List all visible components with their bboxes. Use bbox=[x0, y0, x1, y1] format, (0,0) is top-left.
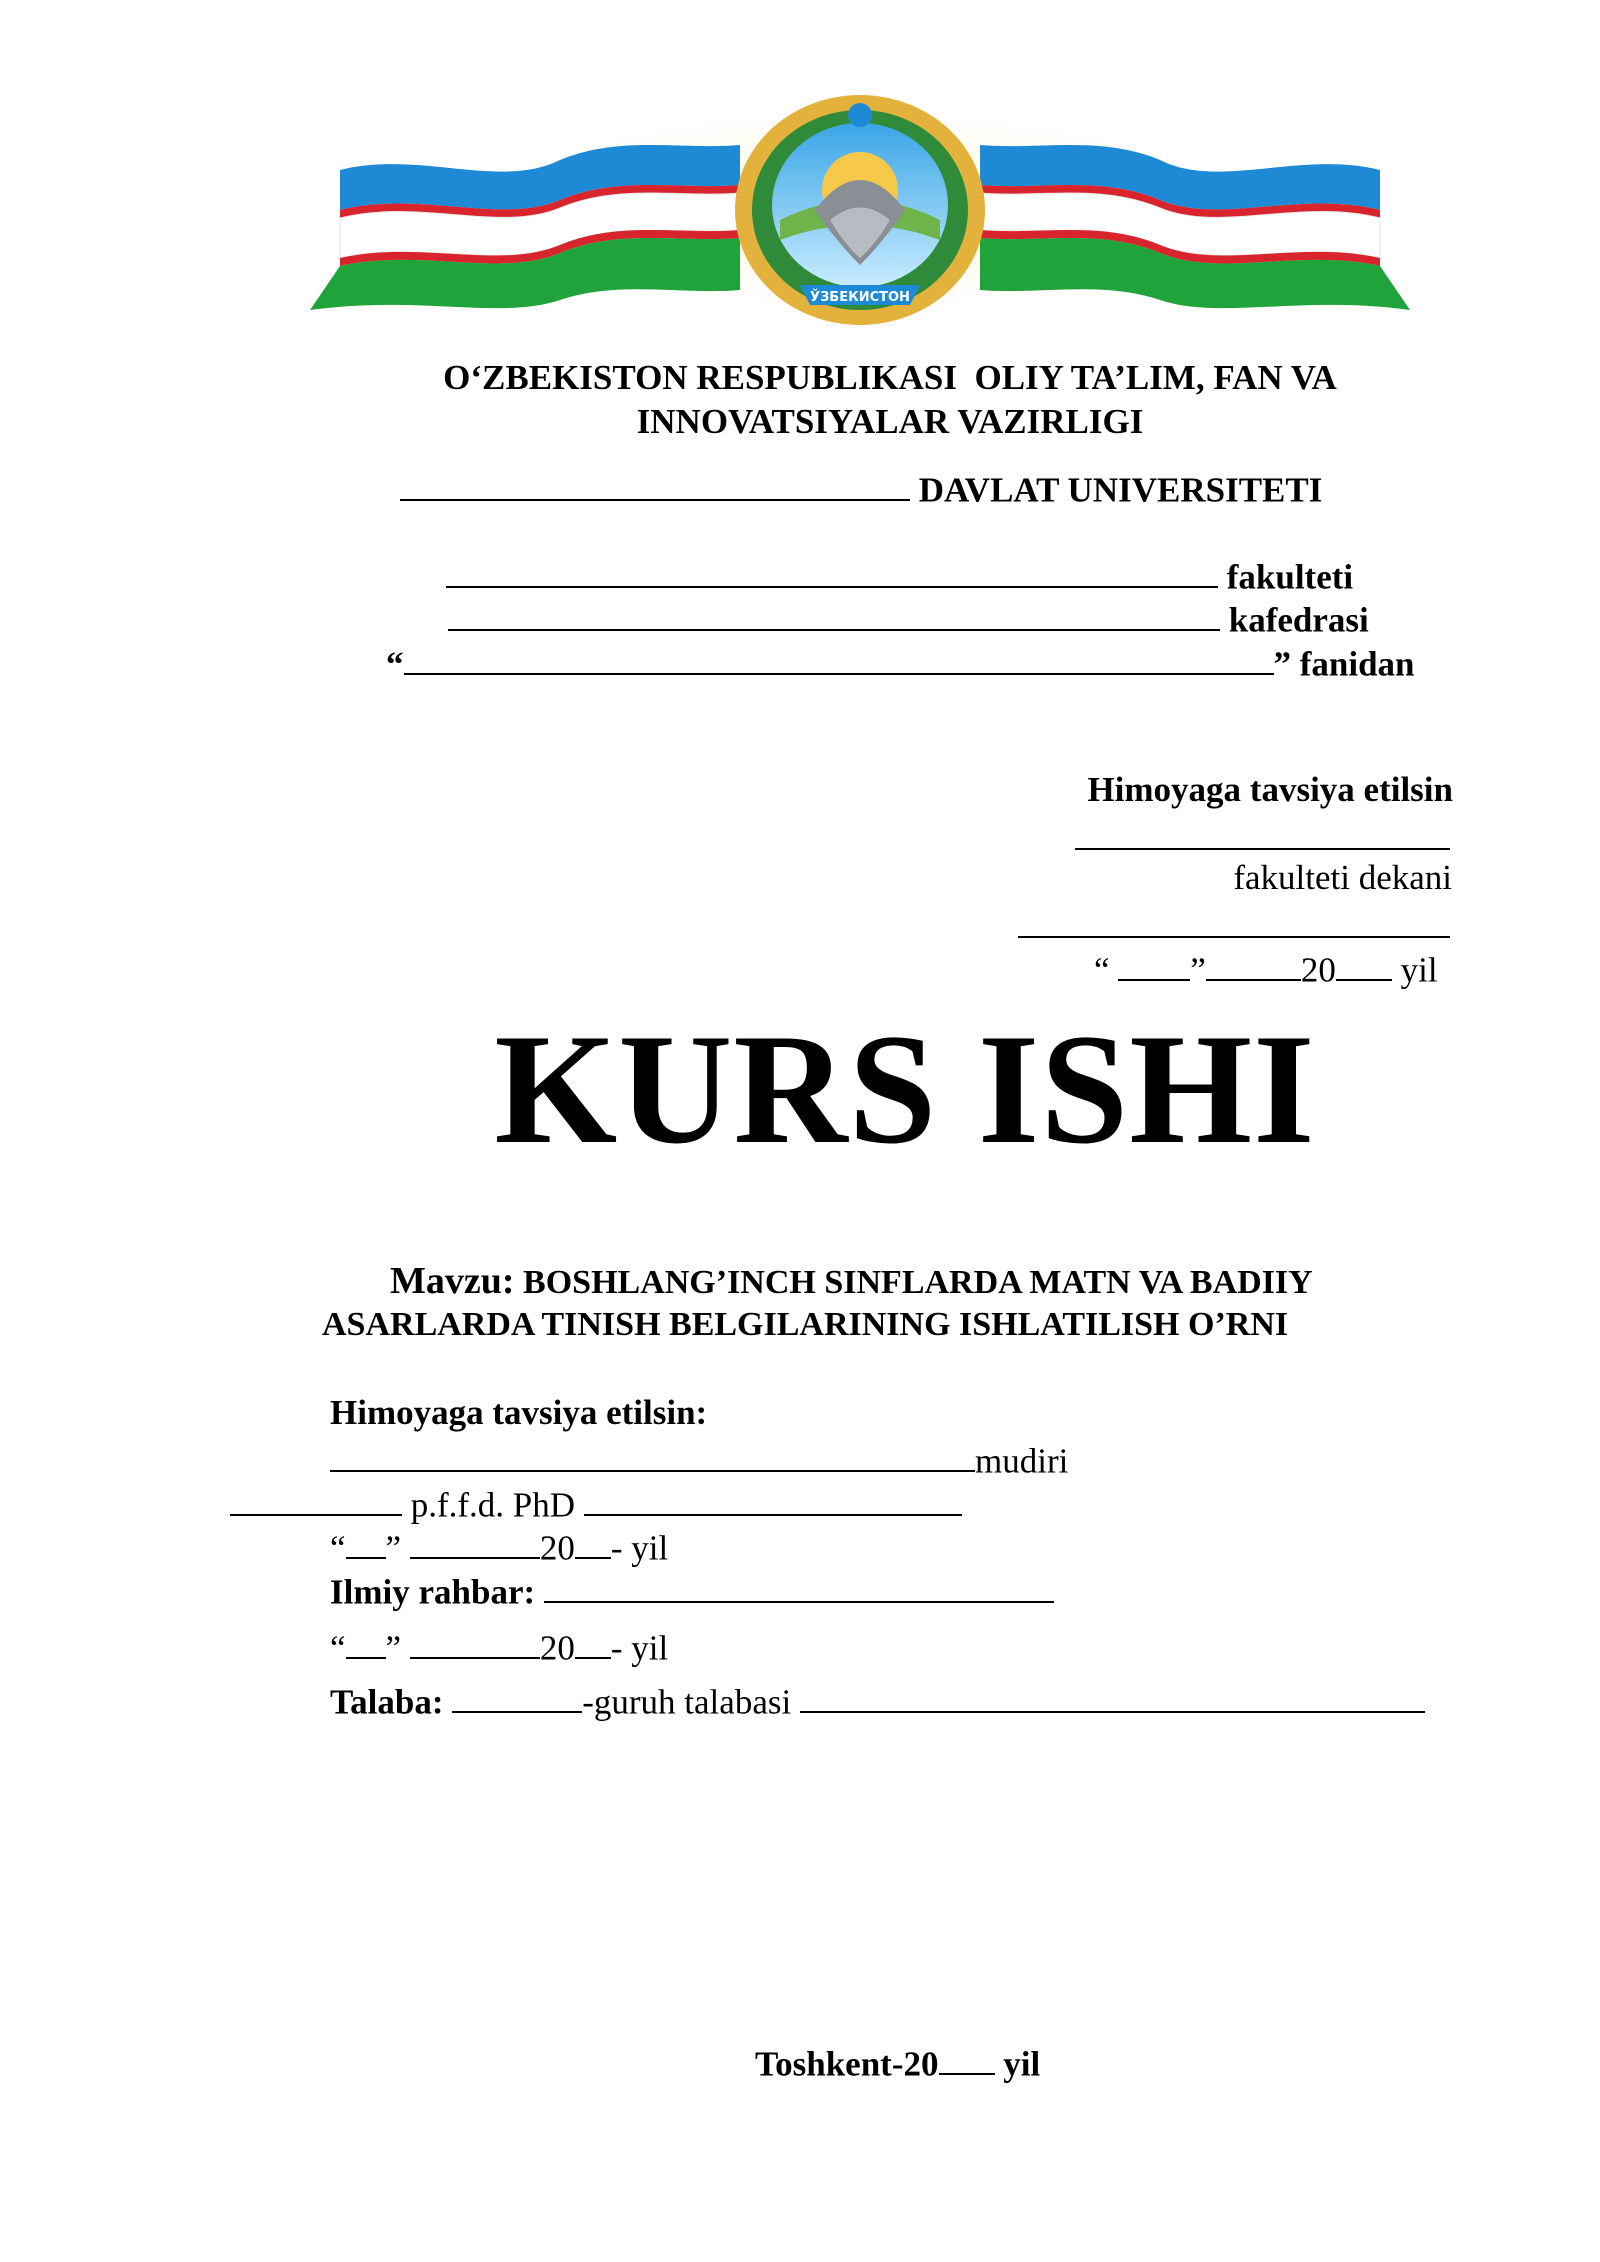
subject-open-quote: “ bbox=[386, 644, 404, 684]
dean-name-line bbox=[1018, 936, 1450, 938]
faculty-line bbox=[446, 553, 1353, 597]
approval-left-date: “ ” 20 - yil bbox=[330, 1524, 668, 1568]
subject-blank bbox=[404, 640, 1274, 675]
head-label: mudiri bbox=[975, 1441, 1069, 1481]
ministry-line-2: INNOVATSIYALAR VAZIRLIGI bbox=[636, 402, 1144, 441]
topic-line-2: ASARLARDA TINISH BELGILARINING ISHLATILISH O’RNI bbox=[322, 1306, 1289, 1343]
head-line bbox=[330, 1437, 1068, 1481]
student-group-label: -guruh talabasi bbox=[582, 1682, 800, 1722]
supervisor-blank bbox=[544, 1568, 1054, 1603]
coat-of-arms-icon bbox=[735, 95, 985, 325]
emblem-ribbon-text: ЎЗБЕКИСТОН bbox=[810, 290, 910, 305]
faculty-blank bbox=[446, 553, 1218, 588]
document-title: KURS ISHI bbox=[494, 1002, 1316, 1177]
university-suffix: DAVLAT UNIVERSITETI bbox=[910, 470, 1323, 510]
topic-text-1: BOSHLANG’INCH SINFLARDA MATN VA BADIIY bbox=[514, 1264, 1313, 1301]
degree-label: p.f.f.d. PhD bbox=[402, 1485, 584, 1525]
department-blank bbox=[448, 596, 1220, 631]
dean-label: fakulteti dekani bbox=[1233, 858, 1452, 897]
supervisor-date: “ ” 20 - yil bbox=[330, 1624, 668, 1668]
approval-right-signature-line bbox=[1075, 848, 1450, 850]
approval-right-heading: Himoyaga tavsiya etilsin bbox=[1087, 770, 1453, 809]
department-suffix: kafedrasi bbox=[1220, 600, 1369, 640]
supervisor-line bbox=[330, 1568, 1054, 1612]
student-name-blank bbox=[800, 1678, 1425, 1713]
subject-suffix: ” fanidan bbox=[1273, 644, 1415, 684]
student-label: Talaba: bbox=[330, 1682, 444, 1722]
ministry-line-1: O‘ZBEKISTON RESPUBLIKASI OLIY TA’LIM, FAN VA bbox=[443, 358, 1337, 397]
student-line bbox=[330, 1678, 1425, 1722]
topic-line-1 bbox=[390, 1259, 1313, 1303]
approval-left-heading: Himoyaga tavsiya etilsin: bbox=[330, 1393, 708, 1432]
faculty-suffix: fakulteti bbox=[1218, 557, 1354, 597]
emblem-banner bbox=[300, 90, 1420, 330]
footer-city-year: Toshkent-20 yil bbox=[755, 2040, 1040, 2084]
university-blank bbox=[400, 466, 910, 501]
department-line bbox=[448, 596, 1369, 640]
topic-label: Mavzu: bbox=[390, 1260, 515, 1302]
supervisor-label: Ilmiy rahbar: bbox=[330, 1572, 536, 1612]
approval-right-date: “ ” 20 yil bbox=[1094, 946, 1438, 990]
university-line bbox=[400, 466, 1322, 510]
degree-line bbox=[230, 1481, 962, 1525]
subject-line bbox=[386, 640, 1415, 684]
